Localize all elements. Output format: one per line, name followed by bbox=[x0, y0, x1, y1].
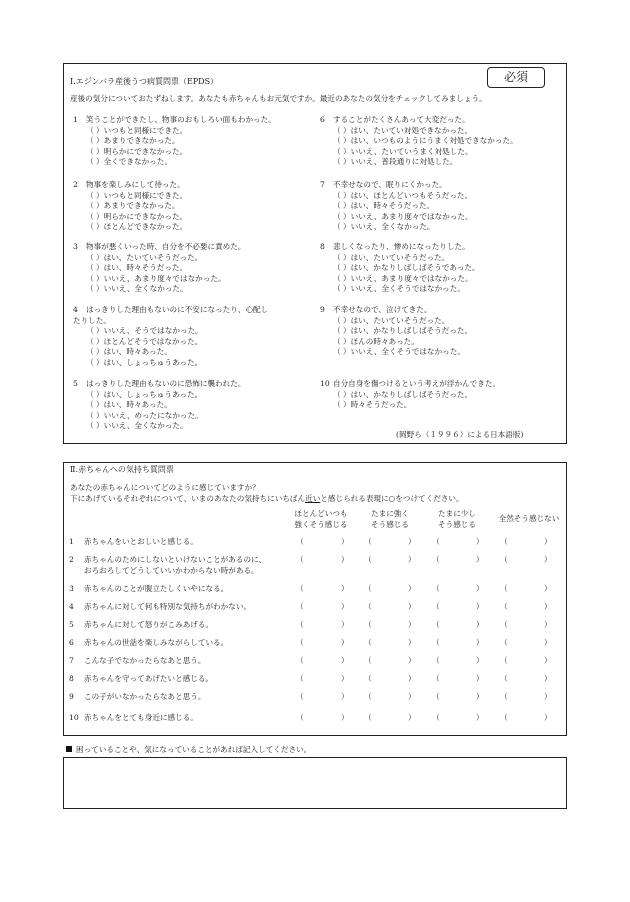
answer-option[interactable]: （ ）明らかにできなかった。 bbox=[86, 146, 188, 156]
answer-choice-close[interactable]: ） bbox=[544, 537, 552, 546]
answer-option[interactable]: （ ）あまりできなかった。 bbox=[86, 136, 180, 146]
answer-option[interactable]: （ ）いいえ、全くそうではなかった。 bbox=[333, 347, 465, 357]
answer-choice-open[interactable]: （ bbox=[500, 713, 508, 722]
answer-choice-close[interactable]: ） bbox=[408, 602, 416, 611]
question-text bbox=[320, 305, 472, 316]
question-text bbox=[320, 379, 500, 390]
answer-choice-open[interactable]: （ bbox=[296, 656, 304, 665]
answer-choice-close[interactable]: ） bbox=[476, 537, 484, 546]
item-number: 6 bbox=[69, 638, 74, 647]
answer-option[interactable]: （ ）いいえ、あまり度々ではなかった。 bbox=[333, 211, 473, 221]
answer-choice-open[interactable]: （ bbox=[364, 674, 372, 683]
required-badge: 必須 bbox=[487, 67, 545, 88]
black-square-icon bbox=[66, 746, 72, 752]
answer-choice-close[interactable]: ） bbox=[408, 674, 416, 683]
question-text bbox=[320, 242, 480, 253]
answer-choice-close[interactable]: ） bbox=[341, 674, 349, 683]
question-number: 8 bbox=[320, 242, 325, 251]
intro-text-end: と感じられる表現に○をつけてください。 bbox=[320, 494, 464, 503]
answer-option[interactable]: （ ）あまりできなかった。 bbox=[86, 201, 180, 211]
notes-label-text: 困っていることや、気になっていることがあれば記入してください。 bbox=[76, 745, 312, 754]
answer-choice-close[interactable]: ） bbox=[408, 638, 416, 647]
epds-question bbox=[73, 115, 276, 168]
baby-feelings-row bbox=[0, 638, 630, 655]
question-text bbox=[73, 115, 276, 126]
answer-choice-close[interactable]: ） bbox=[476, 620, 484, 629]
answer-option[interactable]: （ ）はい、かなりしばしばそうだった。 bbox=[333, 389, 473, 399]
item-number: 7 bbox=[69, 656, 74, 665]
header-line: たまに強く bbox=[371, 509, 409, 518]
epds-question bbox=[320, 180, 473, 233]
question-text bbox=[320, 180, 473, 191]
answer-choice-close[interactable]: ） bbox=[544, 656, 552, 665]
answer-choice-close[interactable]: ） bbox=[341, 537, 349, 546]
baby-feelings-row bbox=[0, 602, 630, 619]
answer-choice-open[interactable]: （ bbox=[432, 537, 440, 546]
answer-option[interactable]: （ ）いつもと同様にできた。 bbox=[86, 125, 188, 135]
question-number: 6 bbox=[320, 115, 325, 124]
answer-choice-open[interactable]: （ bbox=[500, 656, 508, 665]
epds-question bbox=[73, 379, 245, 432]
item-text: 赤ちゃんを守ってあげたいと感じる。 bbox=[84, 674, 214, 683]
notes-input-box[interactable] bbox=[63, 757, 567, 809]
question-label: 物事を楽しみにして待った。 bbox=[86, 180, 185, 189]
item-number: 1 bbox=[69, 537, 74, 546]
answer-option[interactable]: （ ）はい、たいてい対処できなかった。 bbox=[333, 125, 473, 135]
question-label: することがたくさんあって大変だった。 bbox=[333, 115, 470, 124]
answer-option[interactable]: （ ）はい、時々あった。 bbox=[86, 400, 172, 410]
answer-choice-close[interactable]: ） bbox=[408, 584, 416, 593]
answer-choice-open[interactable]: （ bbox=[500, 602, 508, 611]
answer-choice-close[interactable]: ） bbox=[341, 602, 349, 611]
item-number: 2 bbox=[69, 555, 74, 564]
answer-option[interactable]: （ ）はい、たいていそうだった。 bbox=[333, 252, 450, 262]
baby-feelings-row bbox=[0, 555, 630, 575]
answer-choice-close[interactable]: ） bbox=[341, 584, 349, 593]
question-number: 5 bbox=[73, 379, 78, 388]
item-text: 赤ちゃんのことが腹立たしくいやになる。 bbox=[84, 584, 229, 593]
answer-option[interactable]: （ ）明らかにできなかった。 bbox=[86, 211, 188, 221]
question-text bbox=[73, 180, 187, 191]
answer-choice-close[interactable]: ） bbox=[476, 713, 484, 722]
epds-title: Ⅰ.エジンバラ産後うつ病質問票（EPDS） bbox=[70, 77, 219, 86]
epds-question bbox=[73, 180, 187, 233]
question-text bbox=[73, 305, 268, 316]
answer-choice-open[interactable]: （ bbox=[364, 656, 372, 665]
header-line: そう感じる bbox=[438, 519, 476, 529]
baby-feelings-row bbox=[0, 674, 630, 691]
answer-choice-open[interactable]: （ bbox=[364, 584, 372, 593]
answer-choice-close[interactable]: ） bbox=[408, 713, 416, 722]
answer-option[interactable]: （ ）いいえ、全くそうではなかった。 bbox=[333, 284, 465, 294]
answer-option[interactable]: （ ）はい、時々そうだった。 bbox=[333, 201, 435, 211]
answer-choice-open[interactable]: （ bbox=[500, 638, 508, 647]
epds-question bbox=[320, 242, 480, 295]
baby-feelings-row bbox=[0, 656, 630, 673]
answer-choice-close[interactable]: ） bbox=[476, 602, 484, 611]
answer-choice-close[interactable]: ） bbox=[341, 555, 349, 564]
intro-underlined: 近い bbox=[305, 494, 321, 503]
answer-choice-open[interactable]: （ bbox=[296, 620, 304, 629]
answer-choice-open[interactable]: （ bbox=[500, 537, 508, 546]
epds-source: (岡野ら（１９９６）による日本語版) bbox=[396, 430, 524, 439]
answer-choice-open[interactable]: （ bbox=[364, 713, 372, 722]
answer-choice-open[interactable]: （ bbox=[432, 584, 440, 593]
answer-option[interactable]: （ ）はい、いつものようにうまく対処できなかった。 bbox=[333, 136, 518, 146]
answer-option[interactable]: （ ）時々そうだった。 bbox=[333, 400, 412, 410]
answer-choice-open[interactable]: （ bbox=[364, 638, 372, 647]
item-text: 赤ちゃんのためにしないといけないことがあるのに、 bbox=[84, 555, 267, 564]
intro-text: 下にあげているそれぞれについて、いまのあなたの気持ちにいちばん bbox=[70, 494, 306, 503]
answer-choice-open[interactable]: （ bbox=[364, 537, 372, 546]
answer-option[interactable]: （ ）はい、しょっちゅうあった。 bbox=[86, 389, 203, 399]
answer-option[interactable]: （ ）ほんの時々あった。 bbox=[333, 336, 419, 346]
answer-choice-close[interactable]: ） bbox=[544, 620, 552, 629]
question-number: 10 bbox=[320, 379, 330, 388]
answer-choice-close[interactable]: ） bbox=[408, 555, 416, 564]
answer-choice-open[interactable]: （ bbox=[500, 555, 508, 564]
question-label: 笑うことができたし、物事のおもしろい面もわかった。 bbox=[86, 115, 276, 124]
answer-choice-close[interactable]: ） bbox=[476, 656, 484, 665]
question-number: 1 bbox=[73, 115, 78, 124]
answer-choice-close[interactable]: ） bbox=[341, 692, 349, 701]
question-number: 4 bbox=[73, 305, 78, 314]
epds-question bbox=[320, 115, 518, 168]
item-number: 10 bbox=[69, 713, 79, 722]
header-line: たまに少し bbox=[438, 509, 476, 518]
question-label: はっきりした理由もないのに不安になったり、心配し bbox=[86, 305, 269, 314]
answer-choice-open[interactable]: （ bbox=[500, 620, 508, 629]
answer-choice-close[interactable]: ） bbox=[341, 638, 349, 647]
answer-option[interactable]: （ ）ほとんどできなかった。 bbox=[86, 222, 188, 232]
answer-choice-close[interactable]: ） bbox=[408, 537, 416, 546]
answer-choice-open[interactable]: （ bbox=[296, 692, 304, 701]
answer-option[interactable]: （ ）全くできなかった。 bbox=[86, 157, 172, 167]
answer-choice-close[interactable]: ） bbox=[544, 555, 552, 564]
header-line: そう感じる bbox=[371, 519, 409, 529]
question-text-continued: たりした。 bbox=[73, 315, 111, 325]
item-text: おろおろしてどうしていいかわからない時がある。 bbox=[84, 565, 259, 575]
answer-choice-open[interactable]: （ bbox=[296, 537, 304, 546]
item-text: この子がいなかったらなあと思う。 bbox=[84, 692, 206, 701]
answer-choice-open[interactable]: （ bbox=[296, 713, 304, 722]
question-number: 2 bbox=[73, 180, 78, 189]
answer-option[interactable]: （ ）はい、時々あった。 bbox=[86, 347, 172, 357]
answer-choice-close[interactable]: ） bbox=[544, 692, 552, 701]
answer-choice-open[interactable]: （ bbox=[432, 555, 440, 564]
item-text: 赤ちゃんをとても身近に感じる。 bbox=[84, 713, 198, 722]
item-number: 8 bbox=[69, 674, 74, 683]
answer-option[interactable]: （ ）いいえ、全くなかった。 bbox=[86, 421, 188, 431]
item-text: 赤ちゃんに対して怒りがこみあげる。 bbox=[84, 620, 214, 629]
answer-choice-open[interactable]: （ bbox=[500, 692, 508, 701]
answer-option[interactable]: （ ）はい、かなりしばしばそうだった。 bbox=[333, 326, 473, 336]
answer-choice-open[interactable]: （ bbox=[364, 620, 372, 629]
answer-choice-close[interactable]: ） bbox=[544, 638, 552, 647]
epds-question bbox=[73, 305, 268, 369]
answer-choice-open[interactable]: （ bbox=[296, 602, 304, 611]
answer-option[interactable]: （ ）はい、かなりしばしばそうであった。 bbox=[333, 263, 480, 273]
answer-choice-close[interactable]: ） bbox=[544, 584, 552, 593]
epds-intro: 産後の気分についておたずねします。あなたも赤ちゃんもお元気ですか。最近のあなたの気分をチェックしてみましょう。 bbox=[70, 94, 487, 103]
item-text: 赤ちゃんに対して何も特別な気持ちがわかない。 bbox=[84, 602, 252, 611]
header-line: 強くそう感じる bbox=[294, 519, 348, 529]
question-label: 物事が悪くいった時、自分を不必要に責めた。 bbox=[86, 242, 246, 251]
answer-choice-open[interactable]: （ bbox=[296, 555, 304, 564]
answer-choice-close[interactable]: ） bbox=[341, 656, 349, 665]
answer-option[interactable]: （ ）いいえ、あまり度々ではなかった。 bbox=[333, 273, 473, 283]
answer-option[interactable]: （ ）はい、ほとんどいつもそうだった。 bbox=[333, 190, 473, 200]
epds-question bbox=[320, 305, 472, 358]
answer-choice-close[interactable]: ） bbox=[476, 584, 484, 593]
epds-question bbox=[73, 242, 245, 295]
answer-choice-close[interactable]: ） bbox=[476, 674, 484, 683]
answer-column-header bbox=[484, 514, 574, 525]
answer-choice-open[interactable]: （ bbox=[432, 602, 440, 611]
answer-option[interactable]: （ ）いいえ、そうではなかった。 bbox=[86, 326, 203, 336]
header-line: ほとんどいつも bbox=[294, 509, 348, 518]
answer-choice-open[interactable]: （ bbox=[500, 674, 508, 683]
question-label: 不幸せなので、眠りにくかった。 bbox=[333, 180, 447, 189]
answer-choice-open[interactable]: （ bbox=[364, 692, 372, 701]
answer-choice-close[interactable]: ） bbox=[341, 713, 349, 722]
baby-feelings-title: Ⅱ.赤ちゃんへの気持ち質問票 bbox=[70, 465, 174, 474]
answer-option[interactable]: （ ）いつもと同様にできた。 bbox=[86, 190, 188, 200]
epds-question bbox=[320, 379, 500, 411]
answer-choice-open[interactable]: （ bbox=[432, 638, 440, 647]
item-number: 3 bbox=[69, 584, 74, 593]
question-number: 9 bbox=[320, 305, 325, 314]
answer-option[interactable]: （ ）いいえ、めったになかった。 bbox=[86, 410, 203, 420]
answer-choice-close[interactable]: ） bbox=[476, 555, 484, 564]
answer-choice-close[interactable]: ） bbox=[544, 602, 552, 611]
baby-feelings-row bbox=[0, 713, 630, 730]
item-text: 赤ちゃんの世話を楽しみながらしている。 bbox=[84, 638, 229, 647]
header-line: 全然そう感じない bbox=[498, 514, 560, 523]
answer-choice-close[interactable]: ） bbox=[408, 656, 416, 665]
answer-choice-close[interactable]: ） bbox=[408, 620, 416, 629]
item-text: こんな子でなかったらなあと思う。 bbox=[84, 656, 206, 665]
item-number: 9 bbox=[69, 692, 74, 701]
answer-choice-close[interactable]: ） bbox=[476, 692, 484, 701]
answer-choice-close[interactable]: ） bbox=[408, 692, 416, 701]
answer-option[interactable]: （ ）はい、時々そうだった。 bbox=[86, 263, 188, 273]
question-text bbox=[73, 379, 245, 390]
answer-choice-open[interactable]: （ bbox=[432, 674, 440, 683]
question-text bbox=[73, 242, 245, 253]
question-text bbox=[320, 115, 518, 126]
answer-option[interactable]: （ ）はい、たいていそうだった。 bbox=[86, 252, 203, 262]
answer-choice-open[interactable]: （ bbox=[432, 692, 440, 701]
answer-option[interactable]: （ ）はい、しょっちゅうあった。 bbox=[86, 357, 203, 367]
answer-choice-close[interactable]: ） bbox=[544, 674, 552, 683]
answer-choice-open[interactable]: （ bbox=[296, 674, 304, 683]
question-label: 不幸せなので、泣けてきた。 bbox=[333, 305, 432, 314]
question-label: 悲しくなったり、惨めになったりした。 bbox=[333, 242, 470, 251]
answer-choice-open[interactable]: （ bbox=[432, 656, 440, 665]
answer-choice-open[interactable]: （ bbox=[432, 620, 440, 629]
notes-label bbox=[66, 745, 311, 756]
question-label: はっきりした理由もないのに恐怖に襲われた。 bbox=[86, 379, 246, 388]
question-number: 3 bbox=[73, 242, 78, 251]
answer-choice-close[interactable]: ） bbox=[544, 713, 552, 722]
answer-choice-open[interactable]: （ bbox=[432, 713, 440, 722]
answer-choice-open[interactable]: （ bbox=[364, 602, 372, 611]
answer-option[interactable]: （ ）いいえ、たいていうまく対処した。 bbox=[333, 146, 473, 156]
answer-option[interactable]: （ ）はい、たいていそうだった。 bbox=[333, 315, 450, 325]
item-number: 5 bbox=[69, 620, 74, 629]
baby-feelings-intro-1: あなたの赤ちゃんについてどのように感じていますか？ bbox=[70, 483, 260, 492]
answer-choice-open[interactable]: （ bbox=[364, 555, 372, 564]
item-number: 4 bbox=[69, 602, 74, 611]
answer-option[interactable]: （ ）いいえ、全くなかった。 bbox=[333, 222, 435, 232]
answer-option[interactable]: （ ）ほとんどそうではなかった。 bbox=[86, 336, 203, 346]
question-label: 自分自身を傷つけるという考えが浮かんできた。 bbox=[333, 379, 501, 388]
baby-feelings-row bbox=[0, 692, 630, 709]
baby-feelings-row bbox=[0, 584, 630, 601]
baby-feelings-row bbox=[0, 620, 630, 637]
answer-choice-open[interactable]: （ bbox=[296, 584, 304, 593]
answer-choice-open[interactable]: （ bbox=[500, 584, 508, 593]
baby-feelings-intro-2 bbox=[70, 494, 464, 505]
item-text: 赤ちゃんをいとおしいと感じる。 bbox=[84, 537, 198, 546]
answer-option[interactable]: （ ）いいえ、あまり度々ではなかった。 bbox=[86, 273, 226, 283]
answer-choice-close[interactable]: ） bbox=[341, 620, 349, 629]
answer-option[interactable]: （ ）いいえ、全くなかった。 bbox=[86, 284, 188, 294]
answer-choice-close[interactable]: ） bbox=[476, 638, 484, 647]
answer-choice-open[interactable]: （ bbox=[296, 638, 304, 647]
question-number: 7 bbox=[320, 180, 325, 189]
answer-option[interactable]: （ ）いいえ、普段通りに対処した。 bbox=[333, 157, 458, 167]
baby-feelings-row bbox=[0, 537, 630, 554]
